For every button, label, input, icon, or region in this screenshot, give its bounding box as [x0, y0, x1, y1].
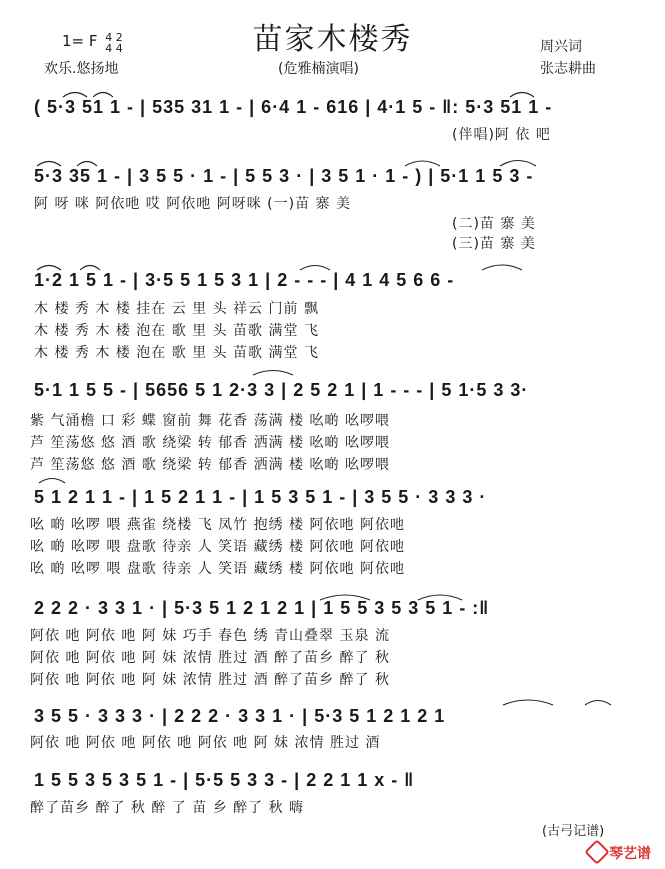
score-row-6: 2 2 2 · 3 3 1 · | 5·3 5 1 2 1 2 1 | 1 5 5 3 5 3 5 1 - :‖: [34, 598, 490, 618]
lyric-row-2-verse-1: 阿 呀 咪 阿依吔 哎 阿依吔 阿呀咪 (一)苗 寨 美: [34, 196, 351, 212]
lyric-row-5-verse-2: 吆 啲 吆啰 喂 盘歌 待亲 人 笑语 藏绣 楼 阿依吔 阿依吔: [30, 539, 405, 555]
score-row-1: ( 5·3 51 1 - | 535 31 1 - | 6·4 1 - 616 | 4·1 5 - ‖: 5·3 51 1 -: [34, 97, 553, 117]
lyricist-credit: 周兴词: [540, 39, 582, 55]
lyric-row-6-verse-2: 阿依 吔 阿依 吔 阿 妹 浓情 胜过 酒 醉了苗乡 醉了 秋: [30, 650, 390, 666]
logo-icon: [584, 839, 609, 864]
lyric-row-8: 醉了苗乡 醉了 秋 醉 了 苗 乡 醉了 秋 嗨: [30, 800, 305, 816]
lyric-row-3-verse-2: 木 楼 秀 木 楼 泡在 歌 里 头 苗歌 满堂 飞: [34, 323, 319, 339]
lyric-row-5-verse-1: 吆 啲 吆啰 喂 燕雀 绕楼 飞 凤竹 抱绣 楼 阿依吔 阿依吔: [30, 517, 405, 533]
time-sig-top: 4 2: [105, 31, 123, 44]
score-row-3: 1·2 1 5 1 - | 3·5 5 1 5 3 1 | 2 - - - | 4 1 4 5 6 6 -: [34, 270, 455, 290]
song-title: 苗家木楼秀: [252, 22, 413, 57]
composer-credit: 张志耕曲: [540, 61, 596, 77]
watermark-text: 琴艺谱: [609, 846, 651, 862]
score-row-5: 5 1 2 1 1 - | 1 5 2 1 1 - | 1 5 3 5 1 - | 3 5 5 · 3 3 3 ·: [34, 487, 487, 507]
tempo-mood: 欢乐.悠扬地: [44, 61, 119, 77]
lyric-row-5-verse-3: 吆 啲 吆啰 喂 盘歌 待亲 人 笑语 藏绣 楼 阿依吔 阿依吔: [30, 561, 405, 577]
lyric-row-4-verse-2: 芦 笙荡悠 悠 酒 歌 绕梁 转 郁香 洒满 楼 吆啲 吆啰喂: [30, 435, 390, 451]
score-row-8: 1 5 5 3 5 3 5 1 - | 5·5 5 3 3 - | 2 2 1 1 x - ‖: [34, 770, 415, 790]
key-label: 1= F: [62, 32, 98, 50]
score-row-2: 5·3 35 1 - | 3 5 5 · 1 - | 5 5 3 · | 3 5 1 · 1 - ) | 5·1 1 5 3 -: [34, 166, 534, 186]
lyric-row-4-verse-1: 紫 气涌檐 口 彩 蝶 窗前 舞 花香 荡满 楼 吆啲 吆啰喂: [30, 413, 390, 429]
time-sig-bottom: 4 4: [105, 42, 123, 55]
transcriber-credit: (古弓记谱): [542, 824, 605, 839]
singer-credit: (危雅楠演唱): [278, 61, 359, 77]
lyric-row-1: (伴唱)阿 依 吧: [452, 127, 551, 143]
lyric-row-2-verse-3: (三)苗 寨 美: [452, 236, 536, 252]
lyric-row-7: 阿依 吔 阿依 吔 阿依 吔 阿依 吔 阿 妹 浓情 胜过 酒: [30, 735, 381, 751]
lyric-row-2-verse-2: (二)苗 寨 美: [452, 216, 536, 232]
lyric-row-6-verse-1: 阿依 吔 阿依 吔 阿 妹 巧手 春色 绣 青山叠翠 玉泉 流: [30, 628, 390, 644]
lyric-row-3-verse-3: 木 楼 秀 木 楼 泡在 歌 里 头 苗歌 满堂 飞: [34, 345, 319, 361]
lyric-row-6-verse-3: 阿依 吔 阿依 吔 阿 妹 浓情 胜过 酒 醉了苗乡 醉了 秋: [30, 672, 390, 688]
lyric-row-3-verse-1: 木 楼 秀 木 楼 挂在 云 里 头 祥云 门前 飘: [34, 301, 319, 317]
site-watermark: [588, 843, 651, 863]
score-row-7: 3 5 5 · 3 3 3 · | 2 2 2 · 3 3 1 · | 5·3 5 1 2 1 2 1: [34, 706, 446, 726]
score-row-4: 5·1 1 5 5 - | 5656 5 1 2·3 3 | 2 5 2 1 | 1 - - - | 5 1·5 3 3·: [34, 380, 529, 400]
lyric-row-4-verse-3: 芦 笙荡悠 悠 酒 歌 绕梁 转 郁香 洒满 楼 吆啲 吆啰喂: [30, 457, 390, 473]
